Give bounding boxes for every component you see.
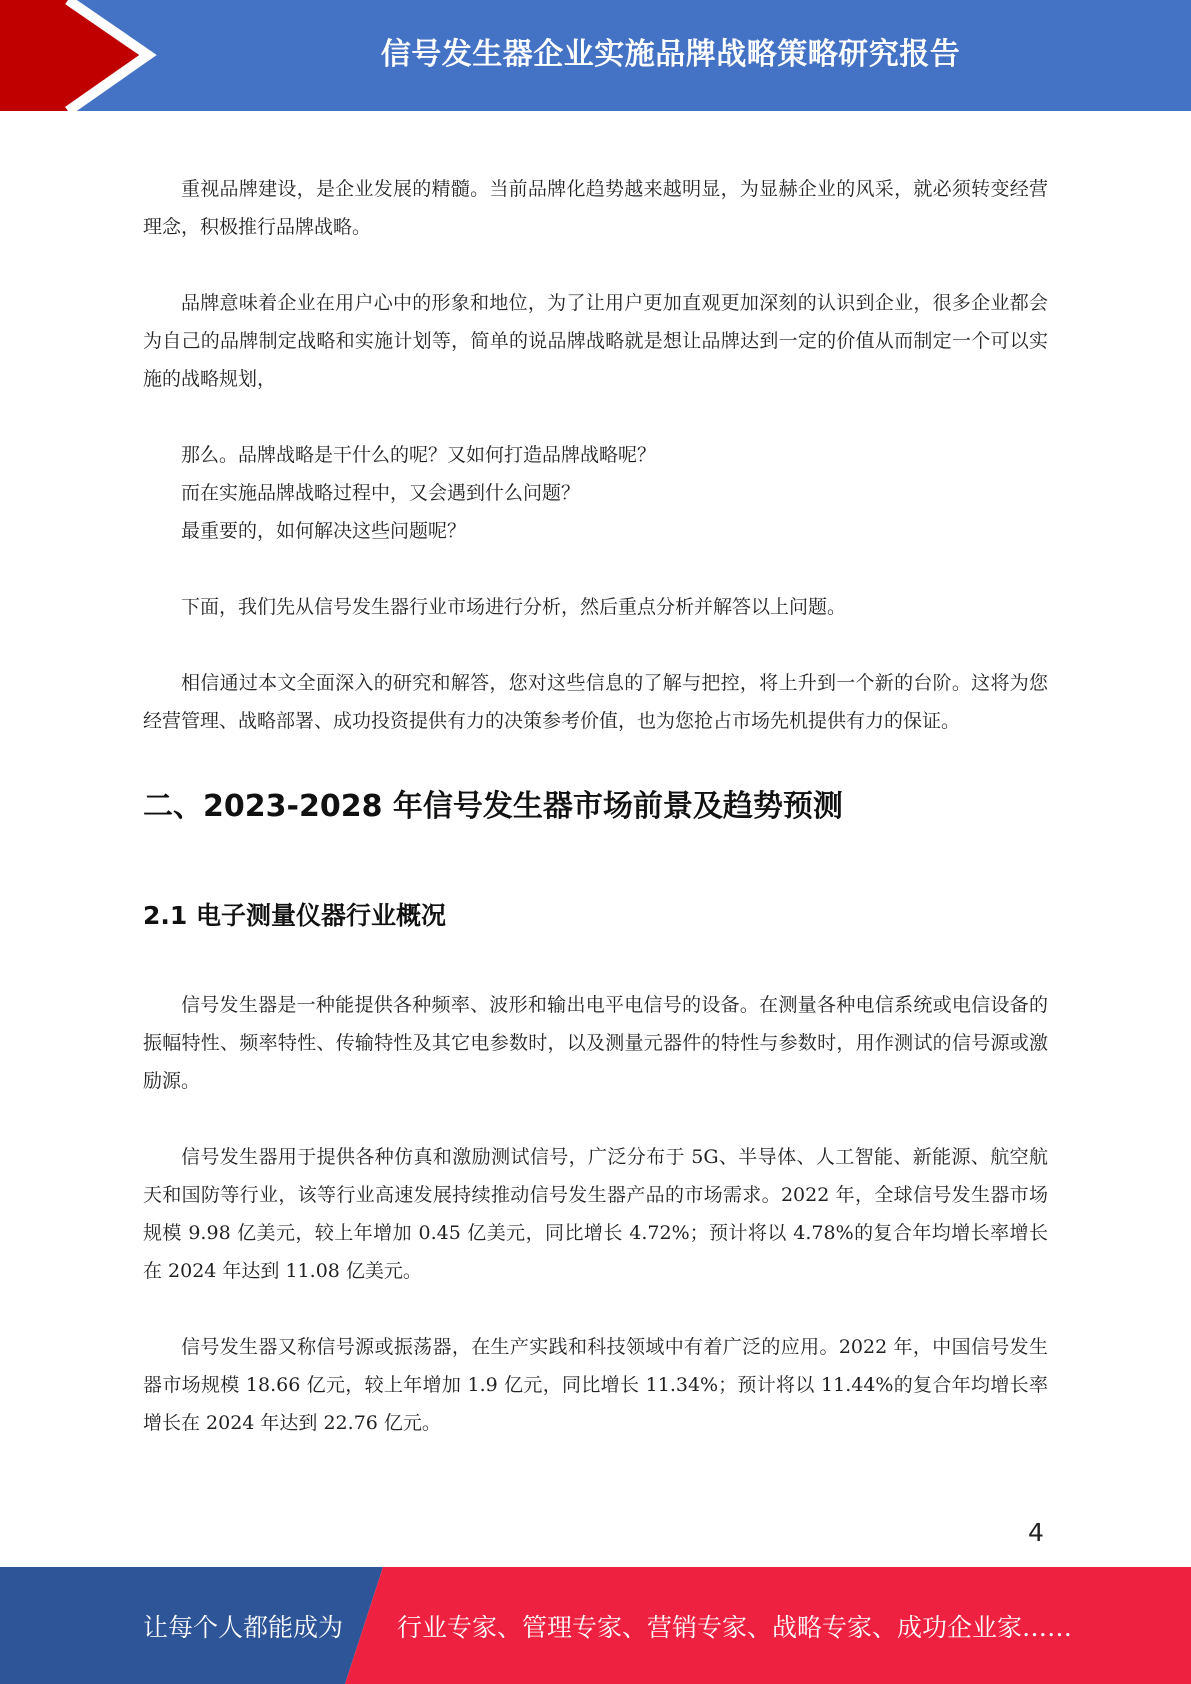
page-number: 4 bbox=[1028, 1518, 1044, 1547]
header-band bbox=[0, 0, 1191, 111]
paragraph-china-market: 信号发生器又称信号源或振荡器，在生产实践和科技领域中有着广泛的应用。2022 年，中国信号发生器市场规模 18.66 亿元，较上年增加 1.9 亿元，同比增长 11.34%；预计将以 11.44%的复合年均增长率增长在 2024 年达到 22.76 亿元。 bbox=[143, 1336, 1048, 1434]
question-problems: 而在实施品牌战略过程中，又会遇到什么问题？ bbox=[181, 482, 581, 504]
footer-slogan-right: 行业专家、管理专家、营销专家、战略专家、成功企业家…… bbox=[397, 1612, 1073, 1642]
document-body bbox=[143, 170, 1048, 1480]
paragraph-brand-building: 重视品牌建设，是企业发展的精髓。当前品牌化趋势越来越明显，为显赫企业的风采，就必须转变经营理念，积极推行品牌战略。 bbox=[143, 178, 1048, 238]
paragraph-global-market: 信号发生器用于提供各种仿真和激励测试信号，广泛分布于 5G、半导体、人工智能、新能源、航空航天和国防等行业，该等行业高速发展持续推动信号发生器产品的市场需求。2022 年，全球信号发生器市场规模 9.98 亿美元，较上年增加 0.45 亿美元，同比增长 4.72%；预计将以 4.78%的复合年均增长率增长在 2024 年达到 11.08 亿美元。 bbox=[143, 1146, 1048, 1282]
subsection-heading-2-1: 2.1 电子测量仪器行业概况 bbox=[143, 901, 446, 930]
paragraph-signal-generator-definition: 信号发生器是一种能提供各种频率、波形和输出电平电信号的设备。在测量各种电信系统或电信设备的振幅特性、频率特性、传输特性及其它电参数时，以及测量元器件的特性与参数时，用作测试的信号源或激励源。 bbox=[143, 994, 1048, 1092]
footer-slogan-left: 让每个人都能成为 bbox=[143, 1612, 344, 1642]
question-what-is-brand-strategy: 那么。品牌战略是干什么的呢？又如何打造品牌战略呢？ bbox=[181, 444, 657, 466]
section-heading-2: 二、2023-2028 年信号发生器市场前景及趋势预测 bbox=[143, 789, 843, 824]
header-title: 信号发生器企业实施品牌战略策略研究报告 bbox=[380, 36, 961, 72]
paragraph-brand-meaning: 品牌意味着企业在用户心中的形象和地位，为了让用户更加直观更加深刻的认识到企业，很多企业都会为自己的品牌制定战略和实施计划等，简单的说品牌战略就是想让品牌达到一定的价值从而制定一个可以实施的战略规划， bbox=[143, 292, 1048, 390]
header-red-arrow bbox=[0, 0, 148, 111]
question-solutions: 最重要的，如何解决这些问题呢？ bbox=[181, 520, 467, 542]
paragraph-analysis-intro: 下面，我们先从信号发生器行业市场进行分析，然后重点分析并解答以上问题。 bbox=[181, 596, 847, 618]
footer-band bbox=[0, 1567, 1191, 1684]
paragraph-value: 相信通过本文全面深入的研究和解答，您对这些信息的了解与把控，将上升到一个新的台阶。这将为您经营管理、战略部署、成功投资提供有力的决策参考价值，也为您抢占市场先机提供有力的保证。 bbox=[143, 672, 1048, 732]
